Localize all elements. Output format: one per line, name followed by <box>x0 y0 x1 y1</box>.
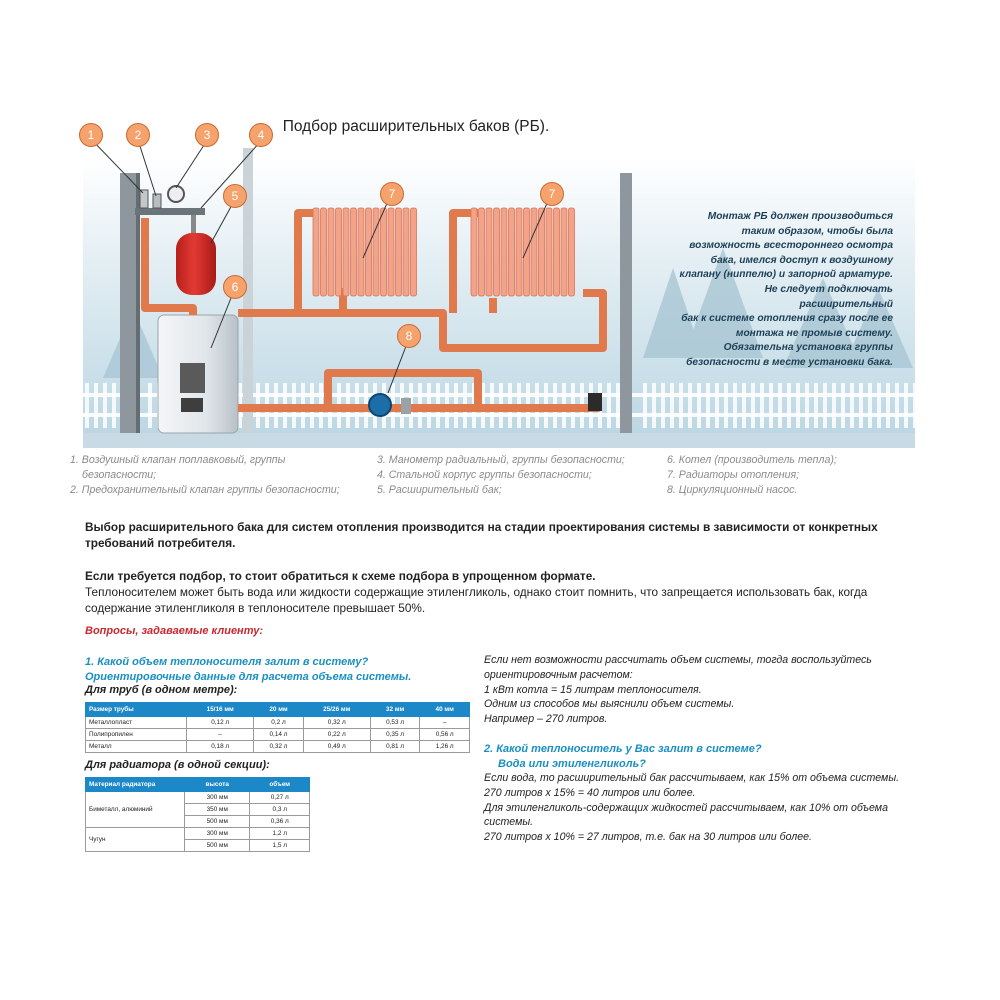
right-wall <box>620 173 632 433</box>
table-cell: – <box>187 729 254 741</box>
legend-item-4: 4. Стальной корпус группы безопасности; <box>377 469 592 482</box>
table-cell: 0,35 л <box>370 729 420 741</box>
estimate-line: 1 кВт котла = 15 литрам теплоносителя. <box>484 683 702 696</box>
boiler-door <box>180 363 205 393</box>
legend-item-2: 2. Предохранительный клапан группы безопасности; <box>70 484 340 497</box>
material-cell: Биметалл, алюминий <box>86 792 185 828</box>
callout-6: 6 <box>223 275 247 299</box>
estimate-line: Если нет возможности рассчитать объем системы, тогда воспользуйтесь <box>484 654 872 666</box>
installation-note-line: Монтаж РБ должен производиться <box>707 211 893 222</box>
legend-item-1-cont: безопасности; <box>82 469 157 482</box>
table-cell: 300 мм <box>185 792 250 804</box>
coolant-line: системы. <box>484 816 534 829</box>
radiator-table <box>85 777 310 852</box>
coolant-block <box>484 771 899 845</box>
circulation-pump <box>369 394 391 416</box>
table-cell: 0,81 л <box>370 741 420 753</box>
table-cell: 500 мм <box>185 816 250 828</box>
installation-note-line: бак к системе отопления сразу после ее <box>681 313 893 325</box>
valve-right <box>588 393 602 411</box>
legend-item-3: 3. Манометр радиальный, группы безопасности; <box>377 454 625 466</box>
table-row <box>86 828 310 840</box>
callout-3: 3 <box>195 123 219 147</box>
installation-note-line: монтажа не промыв систему. <box>735 327 893 339</box>
header-cell: Материал радиатора <box>86 778 185 792</box>
left-wall <box>120 173 136 433</box>
callout-7-right: 7 <box>540 182 564 206</box>
estimate-block <box>484 653 872 727</box>
pipes-table <box>85 702 470 753</box>
q2-title: 2. Какой теплоноситель у Вас залит в системе? <box>484 743 762 755</box>
header-cell: 15/16 мм <box>187 703 254 717</box>
table-cell: 0,53 л <box>370 717 420 729</box>
table-cell: 0,56 л <box>420 729 470 741</box>
pipes-table-header <box>86 703 470 717</box>
installation-note-line: Обязательна установка группы <box>723 342 893 354</box>
table-cell: Металлопласт <box>86 717 187 729</box>
installation-note-line: клапану (ниппелю) и запорной арматуре. <box>679 269 893 281</box>
questions-heading: Вопросы, задаваемые клиенту: <box>85 625 263 637</box>
header-cell: 25/26 мм <box>303 703 370 717</box>
legend-column-1 <box>70 453 340 499</box>
table-cell: 0,18 л <box>187 741 254 753</box>
header-cell: 40 мм <box>420 703 470 717</box>
manometer <box>168 186 184 202</box>
table-row <box>86 717 470 729</box>
safety-group-body <box>135 208 205 215</box>
installation-note-line: Не следует подключать расширительный <box>764 283 893 310</box>
header-cell: 20 мм <box>254 703 304 717</box>
legend-column-3 <box>667 453 837 499</box>
installation-note-line: возможность всестороннего осмотра <box>689 240 893 252</box>
pipes-heading: Для труб (в одном метре): <box>85 684 238 696</box>
installation-note-line: таким образом, чтобы была <box>741 225 893 237</box>
table-cell: 0,12 л <box>187 717 254 729</box>
table-row <box>86 741 470 753</box>
coolant-line: Для этиленгликоль-содержащих жидкостей рассчитываем, как 10% от объема <box>484 801 888 814</box>
table-cell: 0,32 л <box>254 741 304 753</box>
table-cell: 1,26 л <box>420 741 470 753</box>
expansion-tank <box>176 233 216 295</box>
table-cell: 1,2 л <box>250 828 310 840</box>
table-cell: 0,27 л <box>250 792 310 804</box>
safety-valve <box>153 194 161 208</box>
callout-2: 2 <box>126 123 150 147</box>
table-cell: 350 мм <box>185 804 250 816</box>
filter <box>401 398 411 414</box>
intro-bold-line-2: требований потребителя. <box>85 536 236 550</box>
diagram-title: Подбор расширительных баков (РБ). <box>282 118 550 135</box>
legend-item-6: 6. Котел (производитель тепла); <box>667 454 837 466</box>
callout-7-left: 7 <box>380 182 404 206</box>
coolant-line: 270 литров х 15% = 40 литров или более. <box>484 786 696 799</box>
air-valve <box>140 190 148 208</box>
table-cell: 0,3 л <box>250 804 310 816</box>
table-cell: Полипропилен <box>86 729 187 741</box>
table-cell: Металл <box>86 741 187 753</box>
legend-item-1: 1. Воздушный клапан поплавковый, группы <box>70 454 286 466</box>
estimate-line: ориентировочным расчетом: <box>484 668 633 681</box>
table-cell: 1,5 л <box>250 840 310 852</box>
installation-note <box>678 210 893 371</box>
header-cell: Размер трубы <box>86 703 187 717</box>
table-cell: 500 мм <box>185 840 250 852</box>
table-cell: 0,2 л <box>254 717 304 729</box>
callout-4: 4 <box>249 123 273 147</box>
legend-item-7: 7. Радиаторы отопления; <box>667 469 800 482</box>
legend-item-5: 5. Расширительный бак; <box>377 484 502 497</box>
ground <box>83 433 915 448</box>
radiator-table-header <box>86 778 310 792</box>
intro-plain-line-1: Теплоносителем может быть вода или жидкости содержащие этиленгликоль, однако стоит помнить, что запрещается использовать бак, когда <box>85 585 868 599</box>
estimate-line: Например – 270 литров. <box>484 713 608 726</box>
callout-5: 5 <box>223 184 247 208</box>
q1-subtitle: Ориентировочные данные для расчета объема системы. <box>85 671 412 683</box>
table-row <box>86 792 310 804</box>
intro-bold-line-1: Выбор расширительного бака для систем отопления производится на стадии проектирования системы в зависимости от конкретных <box>85 520 878 534</box>
table-row <box>86 729 470 741</box>
installation-note-line: безопасности в месте установки бака. <box>686 356 893 368</box>
table-cell: 0,36 л <box>250 816 310 828</box>
table-cell: 0,14 л <box>254 729 304 741</box>
table-cell: 0,22 л <box>303 729 370 741</box>
estimate-line: Одним из способов мы выяснили объем системы. <box>484 698 735 711</box>
intro-plain-line-2: содержание этиленгликоля в теплоносителе превышает 50%. <box>85 601 426 615</box>
callout-8: 8 <box>397 324 421 348</box>
table-cell: 0,32 л <box>303 717 370 729</box>
q1-title: 1. Какой объем теплоносителя залит в систему? <box>85 656 369 668</box>
table-cell: 0,49 л <box>303 741 370 753</box>
legend-column-2 <box>377 453 625 499</box>
table-cell: – <box>420 717 470 729</box>
coolant-line: 270 литров х 10% = 27 литров, т.е. бак на 30 литров или более. <box>484 831 812 844</box>
intro-bold-line-3: Если требуется подбор, то стоит обратиться к схеме подбора в упрощенном формате. <box>85 569 596 583</box>
installation-note-line: бака, имелся доступ к воздушному <box>710 254 893 266</box>
table-cell: 300 мм <box>185 828 250 840</box>
header-cell: высота <box>185 778 250 792</box>
q2-subtitle: Вода или этиленгликоль? <box>498 758 646 770</box>
radiator-heading: Для радиатора (в одной секции): <box>85 759 270 771</box>
coolant-line: Если вода, то расширительный бак рассчитываем, как 15% от объема системы. <box>484 772 900 784</box>
material-cell: Чугун <box>86 828 185 852</box>
header-cell: 32 мм <box>370 703 420 717</box>
legend-item-8: 8. Циркуляционный насос. <box>667 484 798 497</box>
header-cell: объем <box>250 778 310 792</box>
callout-1: 1 <box>79 123 103 147</box>
